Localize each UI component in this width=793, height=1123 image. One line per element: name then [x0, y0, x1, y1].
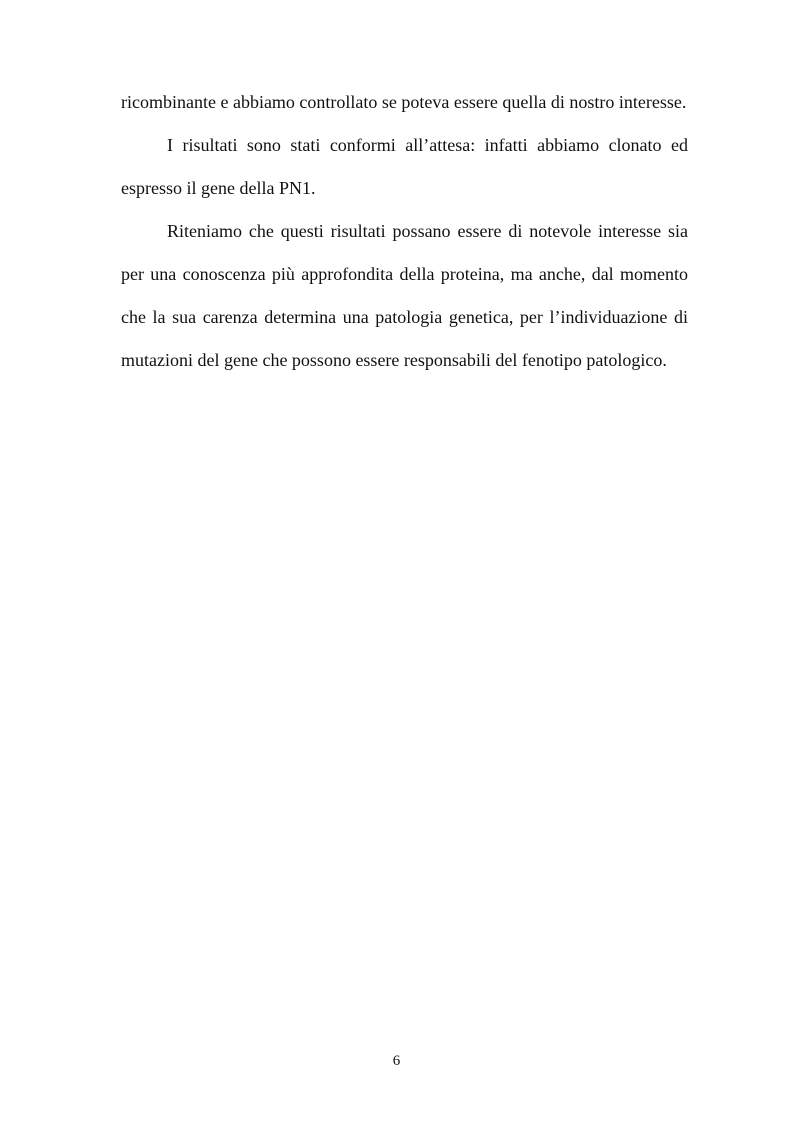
body-text [121, 81, 688, 382]
paragraph-continuation: ricombinante e abbiamo controllato se poteva essere quella di nostro interesse. [121, 92, 687, 112]
paragraph-conclusion: Riteniamo che questi risultati possano essere di notevole interesse sia per una conoscenza più approfondita della proteina, ma anche, dal momento che la sua carenza determina una patologia genetica, per l’individuazione di mutazioni del gene che possono essere responsabili del fenotipo patologico. [121, 221, 688, 370]
page-number: 6 [392, 1053, 401, 1069]
paragraph-results: I risultati sono stati conformi all’attesa: infatti abbiamo clonato ed espresso il gene della PN1. [121, 135, 688, 198]
